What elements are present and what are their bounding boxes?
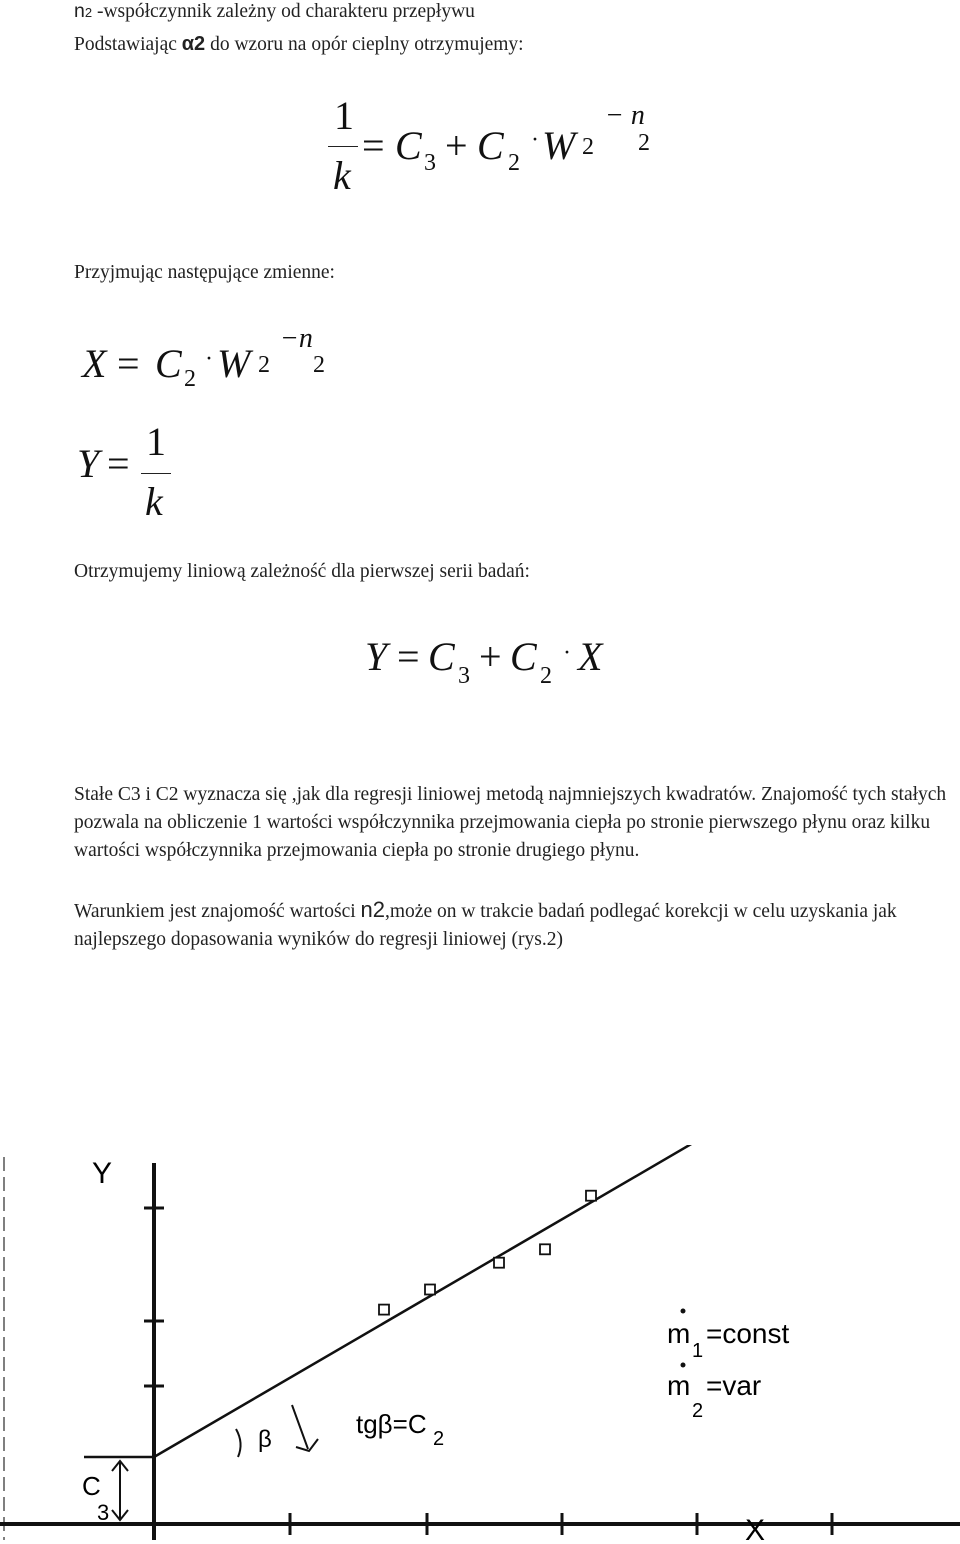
eq1-fraction-bar: [328, 146, 358, 147]
alpha2-symbol: α2: [181, 33, 206, 55]
eq1-exponent-n: − n: [605, 100, 645, 131]
eq1-w-symbol: W: [542, 123, 576, 168]
regression-line: [154, 1145, 960, 1457]
eq1-numerator: 1: [334, 93, 354, 138]
substitution-text-b: do wzoru na opór cieplny otrzymujemy:: [205, 34, 524, 55]
eq4-equals: =: [397, 634, 420, 679]
eq1-plus: +: [445, 123, 468, 168]
data-point: [586, 1191, 596, 1201]
m2-subscript: 2: [692, 1400, 704, 1422]
eq2-c-subscript: 2: [184, 366, 196, 392]
substitution-text-a: Podstawiając: [74, 34, 182, 55]
slope-label-subscript: 2: [433, 1428, 445, 1450]
n-subscript: 2: [84, 5, 93, 20]
eq2-w-symbol: W: [217, 341, 251, 386]
m1-subscript: 1: [692, 1340, 704, 1362]
m2-symbol: m: [667, 1370, 691, 1401]
text-line-variables: Przyjmując następujące zmienne:: [74, 262, 335, 283]
eq1-c2-subscript: 2: [508, 150, 520, 176]
eq2-c-symbol: C: [155, 341, 182, 386]
eq4-dot: ·: [563, 640, 571, 666]
slope-label: tgβ=C: [356, 1409, 427, 1439]
data-point: [540, 1244, 550, 1254]
eq3-equals: =: [107, 441, 130, 486]
m2-value: =var: [706, 1370, 762, 1401]
eq1-exponent-subscript: 2: [638, 130, 650, 156]
eq2-w-subscript: 2: [258, 352, 270, 378]
y-axis-label: Y: [92, 1157, 113, 1190]
n-symbol: n: [74, 0, 85, 22]
eq1-dot: ·: [531, 127, 539, 153]
beta-label: β: [258, 1426, 272, 1453]
condition-text-b: ,może on w trakcie badań podlegać korekcji w celu uzyskania jak najlepszego dopasowania wyników do regresji liniowej (rys.2): [74, 901, 897, 950]
eq1-equals: =: [362, 123, 385, 168]
eq3-fraction-bar: [141, 473, 171, 474]
eq4-x-symbol: X: [578, 634, 603, 679]
eq4-c3-symbol: C: [428, 634, 455, 679]
paragraph-constants: Stałe C3 i C2 wyznacza się ,jak dla regresji liniowej metodą najmniejszych kwadratów. Znajomość tych stałych pozwala na obliczenie 1 wartości współczynnika przejmowania ciepła po stronie pierwszego płynu oraz kilku wartości współczynnika przejmowania ciepła po stronie drugiego płynu.: [74, 784, 947, 861]
angle-beta-arc: [236, 1429, 241, 1457]
paragraph-condition: [74, 896, 954, 954]
eq1-denominator: k: [333, 153, 351, 198]
eq2-x-symbol: X: [82, 341, 107, 386]
m1-value: =const: [706, 1318, 790, 1349]
eq3-denominator: k: [145, 479, 163, 524]
eq2-dot: ·: [205, 346, 213, 372]
eq1-w-subscript: 2: [582, 134, 594, 160]
m1-dot-accent: [681, 1309, 686, 1314]
eq1-c3-symbol: C: [395, 123, 422, 168]
eq2-equals: =: [117, 341, 140, 386]
m1-symbol: m: [667, 1318, 691, 1349]
m2-dot-accent: [681, 1363, 686, 1368]
eq2-exponent-n: −n: [280, 323, 313, 354]
eq4-y-symbol: Y: [365, 634, 388, 679]
eq4-c2-symbol: C: [510, 634, 537, 679]
data-point: [425, 1285, 435, 1295]
tg-arrow-line: [292, 1405, 308, 1449]
x-axis-label: X: [745, 1514, 766, 1544]
data-point: [494, 1258, 504, 1268]
eq3-numerator: 1: [146, 419, 166, 464]
text-line-n2-definition: [74, 0, 475, 23]
eq4-c2-subscript: 2: [540, 663, 552, 689]
regression-figure: [0, 1145, 960, 1544]
data-points: [379, 1145, 757, 1315]
eq4-c3-subscript: 3: [458, 663, 470, 689]
eq1-c2-symbol: C: [477, 123, 504, 168]
eq4-plus: +: [479, 634, 502, 679]
eq1-c3-subscript: 3: [424, 150, 436, 176]
data-point: [379, 1305, 389, 1315]
n2-definition-text: -współczynnik zależny od charakteru przepływu: [92, 1, 475, 22]
text-line-linear-relation: Otrzymujemy liniową zależność dla pierwszej serii badań:: [74, 561, 530, 582]
eq2-exponent-subscript: 2: [313, 352, 325, 378]
condition-text-a: Warunkiem jest znajomość wartości: [74, 901, 361, 922]
c3-label-subscript: 3: [97, 1500, 110, 1525]
condition-n2-symbol: n2: [360, 897, 385, 922]
text-line-substitution: [74, 33, 524, 56]
eq3-y-symbol: Y: [77, 441, 100, 486]
c3-label: C: [82, 1471, 101, 1501]
